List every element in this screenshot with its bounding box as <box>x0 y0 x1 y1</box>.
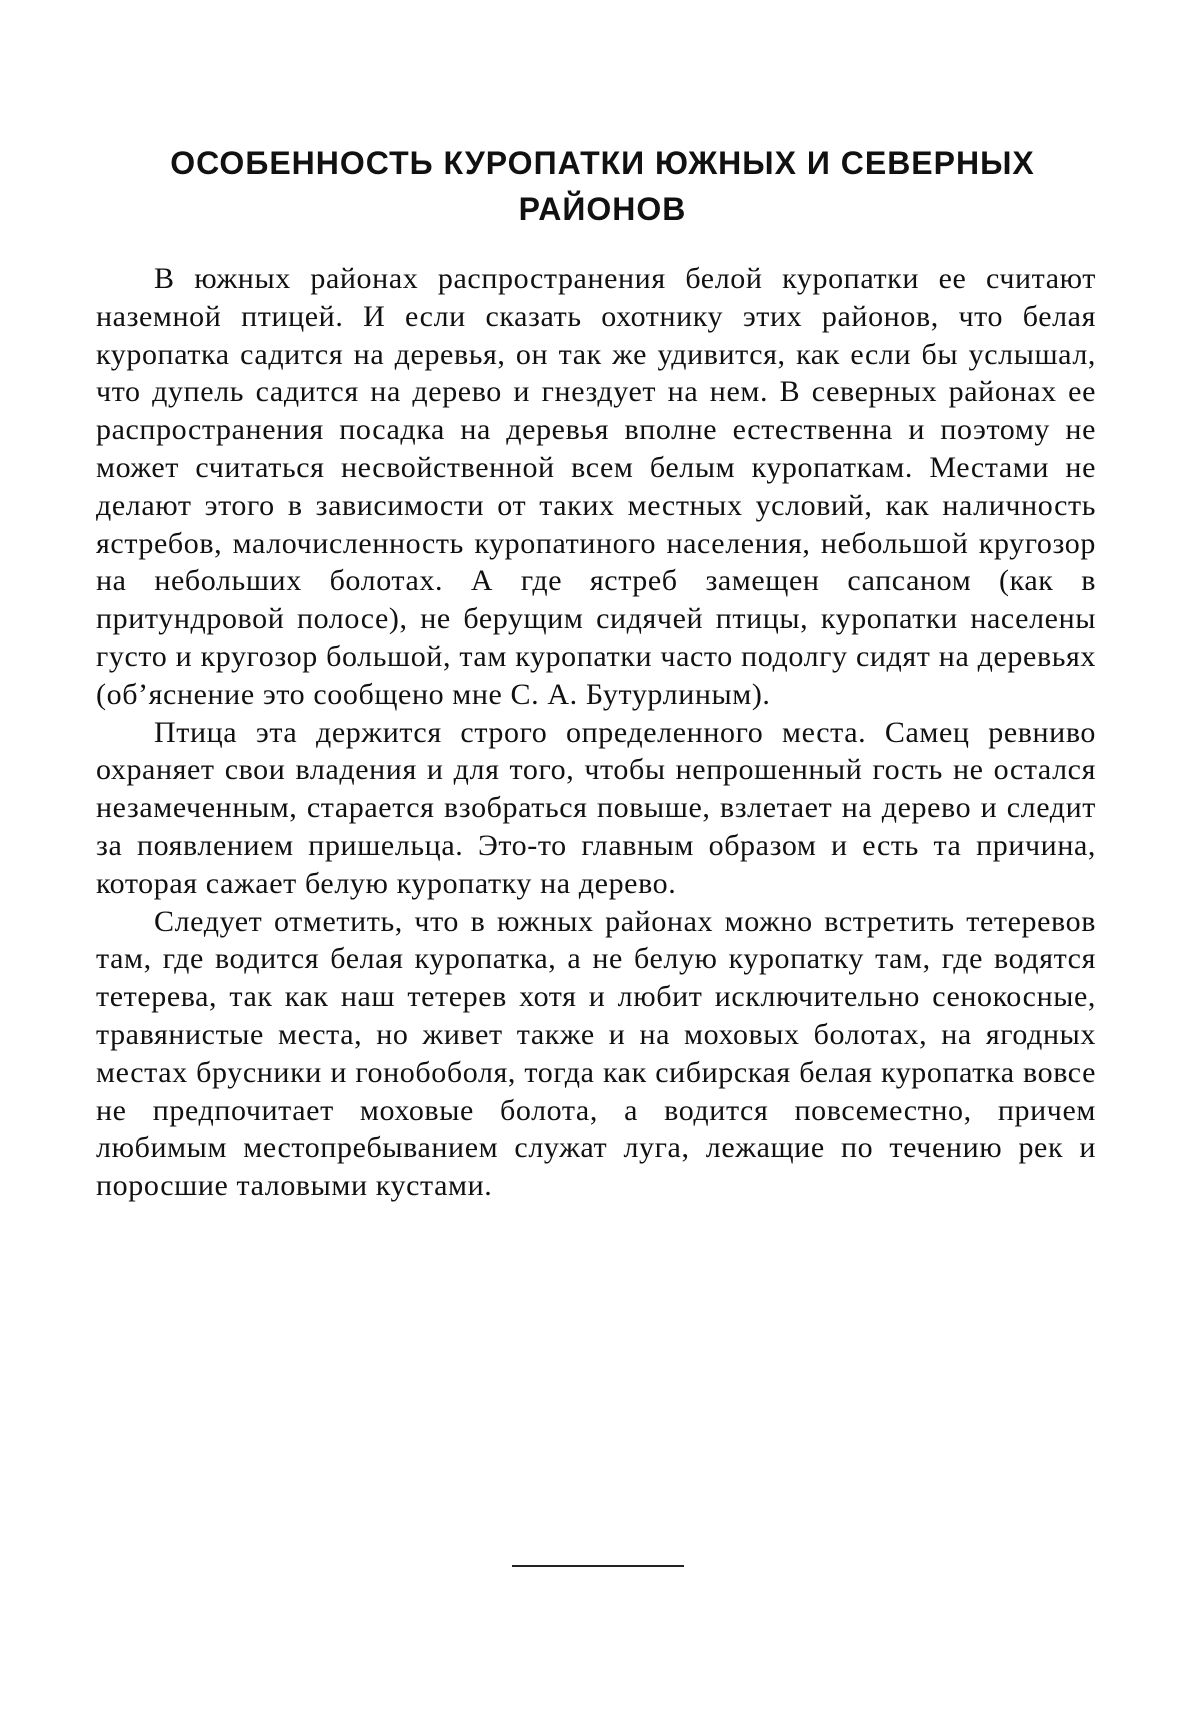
paragraph-1: В южных районах распространения белой куропатки ее считают наземной птицей. И если сказать охотнику этих районов, что белая куропатка садится на деревья, он так же удивится, как если бы услышал, что дупель садится на дерево и гнездует на нем. В северных районах ее распространения посадка на деревья вполне естественна и поэтому не может считаться несвойственной всем белым куропаткам. Местами не делают этого в зависимости от таких местных условий, как наличность ястребов, малочисленность куропатиного населения, небольшой кругозор на небольших болотах. А где ястреб замещен сапсаном (как в притундровой полосе), не берущим сидячей птицы, куропатки населены густо и кругозор большой, там куропатки часто подолгу сидят на деревьях (об’яснение это сообщено мне С. А. Бутурлиным). <box>96 262 1096 711</box>
paragraph-3: Следует отметить, что в южных районах можно встретить тетеревов там, где водится белая куропатка, а не белую куропатку там, где водятся тетерева, так как наш тетерев хотя и любит исключительно сенокосные, травянистые места, но живет также и на моховых болотах, на ягодных местах брусники и гонобоболя, тогда как сибирская белая куропатка вовсе не предпочитает моховые болота, а водится повсеместно, причем любимым местопребыванием служат луга, лежащие по течению рек и поросшие таловыми кустами. <box>96 904 1096 1203</box>
chapter-title-line-1: ОСОБЕННОСТЬ КУРОПАТКИ ЮЖНЫХ И СЕВЕРНЫХ <box>170 145 1035 181</box>
chapter-title-line-2: РАЙОНОВ <box>518 191 687 227</box>
chapter-title <box>80 140 1125 232</box>
body-text <box>96 260 1096 1205</box>
paragraph-2: Птица эта держится строго определенного места. Самец ревниво охраняет свои владения и для того, чтобы непрошенный гость не остался незамеченным, старается взобраться повыше, взлетает на дерево и следит за появлением пришельца. Это-то главным образом и есть та причина, которая сажает белую куропатку на дерево. <box>96 715 1096 900</box>
section-end-rule <box>512 1565 684 1567</box>
